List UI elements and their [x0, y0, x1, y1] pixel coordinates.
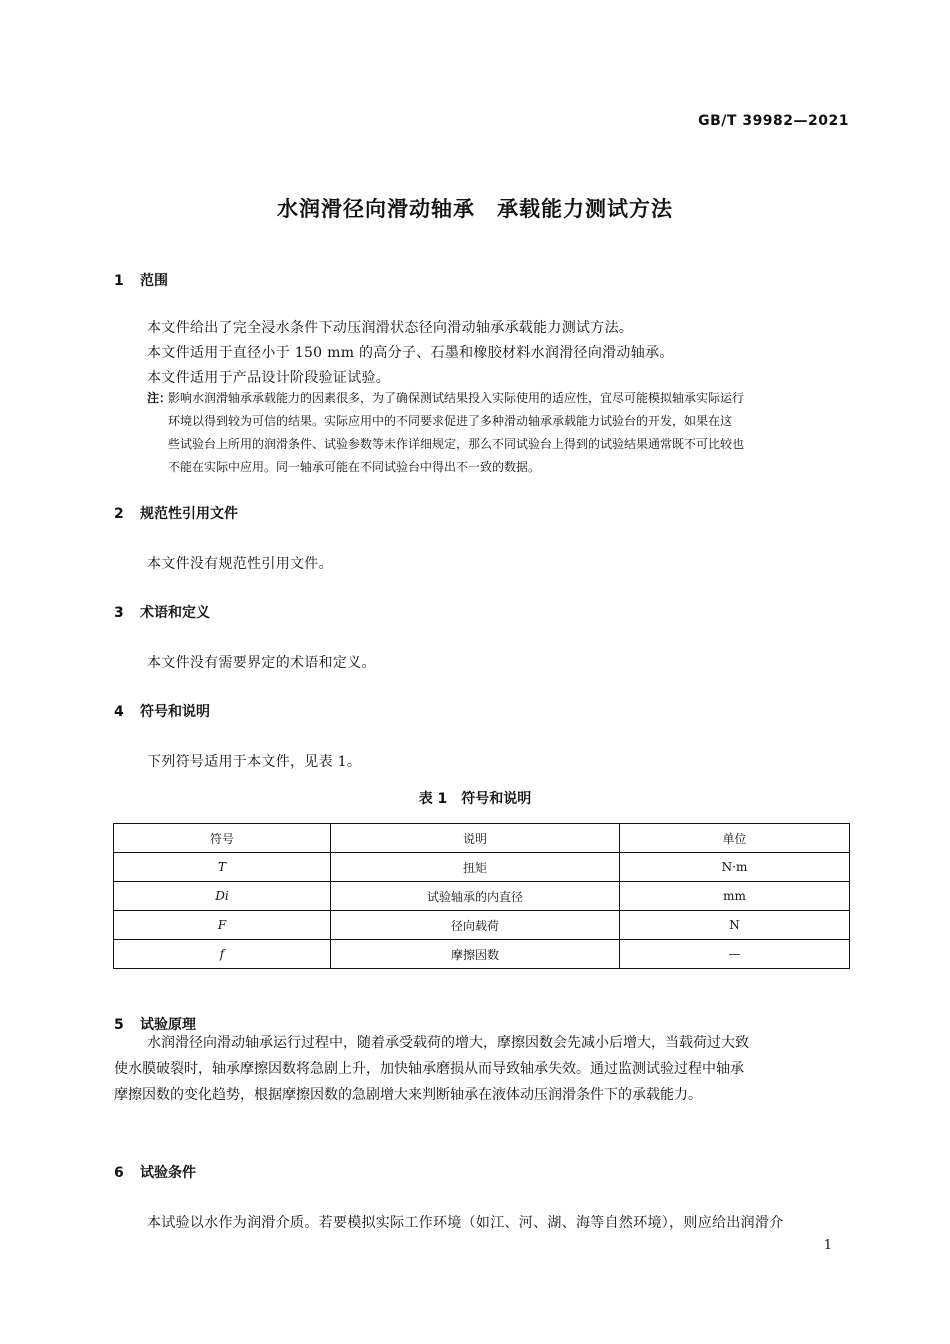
- section-number: 1: [114, 273, 124, 289]
- column-header: 说明: [331, 824, 620, 853]
- table-row: [114, 940, 850, 969]
- unit-cell: mm: [620, 882, 850, 911]
- unit-cell: N·m: [620, 853, 850, 882]
- section-3-heading: [114, 602, 210, 622]
- body-line: 摩擦因数的变化趋势，根据摩擦因数的急剧增大来判断轴承在液体动压润滑条件下的承载能力。: [114, 1087, 702, 1103]
- document-title: 水润滑径向滑动轴承 承载能力测试方法: [277, 197, 673, 221]
- note-line: 环境以得到较为可信的结果。实际应用中的不同要求促进了多种滑动轴承承载能力试验台的开发，如果在这: [168, 414, 733, 428]
- section-title: 符号和说明: [140, 704, 210, 720]
- section-title: 试验原理: [140, 1017, 196, 1033]
- description-cell: 扭矩: [331, 853, 620, 882]
- paragraph: 本文件没有需要界定的术语和定义。: [147, 655, 376, 671]
- page-number: 1: [823, 1238, 832, 1253]
- unit-cell: —: [620, 940, 850, 969]
- column-header: 符号: [114, 824, 331, 853]
- table-row: [114, 882, 850, 911]
- symbol-cell: F: [114, 911, 331, 940]
- standard-number: GB/T 39982—2021: [698, 113, 849, 129]
- paragraph: 本试验以水作为润滑介质。若要模拟实际工作环境（如江、河、湖、海等自然环境），则应给出润滑介: [147, 1215, 784, 1231]
- paragraph: 本文件适用于产品设计阶段验证试验。: [147, 370, 391, 386]
- section-title: 范围: [140, 273, 168, 289]
- symbol-cell: f: [114, 940, 331, 969]
- section-number: 5: [114, 1017, 124, 1033]
- symbol-cell: Di: [114, 882, 331, 911]
- section-number: 2: [114, 506, 124, 522]
- section-title: 规范性引用文件: [140, 506, 238, 522]
- section-1-heading: [114, 270, 168, 290]
- note-line: 影响水润滑轴承承载能力的因素很多，为了确保测试结果投入实际使用的适应性，宜尽可能模拟轴承实际运行: [168, 391, 745, 405]
- section-2-heading: [114, 503, 238, 523]
- section-number: 3: [114, 605, 124, 621]
- section-6-heading: [114, 1162, 196, 1182]
- unit-cell: N: [620, 911, 850, 940]
- note: [147, 387, 852, 479]
- section-number: 4: [114, 704, 124, 720]
- body-line: 使水膜破裂时，轴承摩擦因数将急剧上升，加快轴承磨损从而导致轴承失效。通过监测试验过程中轴承: [114, 1061, 744, 1077]
- table-row: [114, 853, 850, 882]
- note-line: 不能在实际中应用。同一轴承可能在不同试验台中得出不一致的数据。: [168, 460, 541, 474]
- section-4-heading: [114, 701, 210, 721]
- table-row: [114, 911, 850, 940]
- section-5-body: [114, 1030, 850, 1108]
- section-title: 术语和定义: [140, 605, 210, 621]
- column-header: 单位: [620, 824, 850, 853]
- note-line: 些试验台上所用的润滑条件、试验参数等未作详细规定，那么不同试验台上得到的试验结果通常既不可比较也: [168, 437, 745, 451]
- body-line: 水润滑径向滑动轴承运行过程中，随着承受载荷的增大，摩擦因数会先减小后增大，当载荷过大致: [147, 1035, 749, 1051]
- description-cell: 径向载荷: [331, 911, 620, 940]
- section-title: 试验条件: [140, 1165, 196, 1181]
- symbol-cell: T: [114, 853, 331, 882]
- paragraph: 下列符号适用于本文件，见表 1。: [147, 754, 362, 770]
- table-header-row: [114, 824, 850, 853]
- paragraph: 本文件给出了完全浸水条件下动压润滑状态径向滑动轴承承载能力测试方法。: [147, 320, 634, 336]
- section-number: 6: [114, 1165, 124, 1181]
- symbols-table: [113, 823, 850, 969]
- note-label: 注：: [147, 391, 172, 405]
- description-cell: 摩擦因数: [331, 940, 620, 969]
- paragraph: 本文件没有规范性引用文件。: [147, 556, 333, 572]
- description-cell: 试验轴承的内直径: [331, 882, 620, 911]
- paragraph: 本文件适用于直径小于 150 mm 的高分子、石墨和橡胶材料水润滑径向滑动轴承。: [147, 345, 674, 361]
- table-caption: 表 1 符号和说明: [418, 791, 532, 807]
